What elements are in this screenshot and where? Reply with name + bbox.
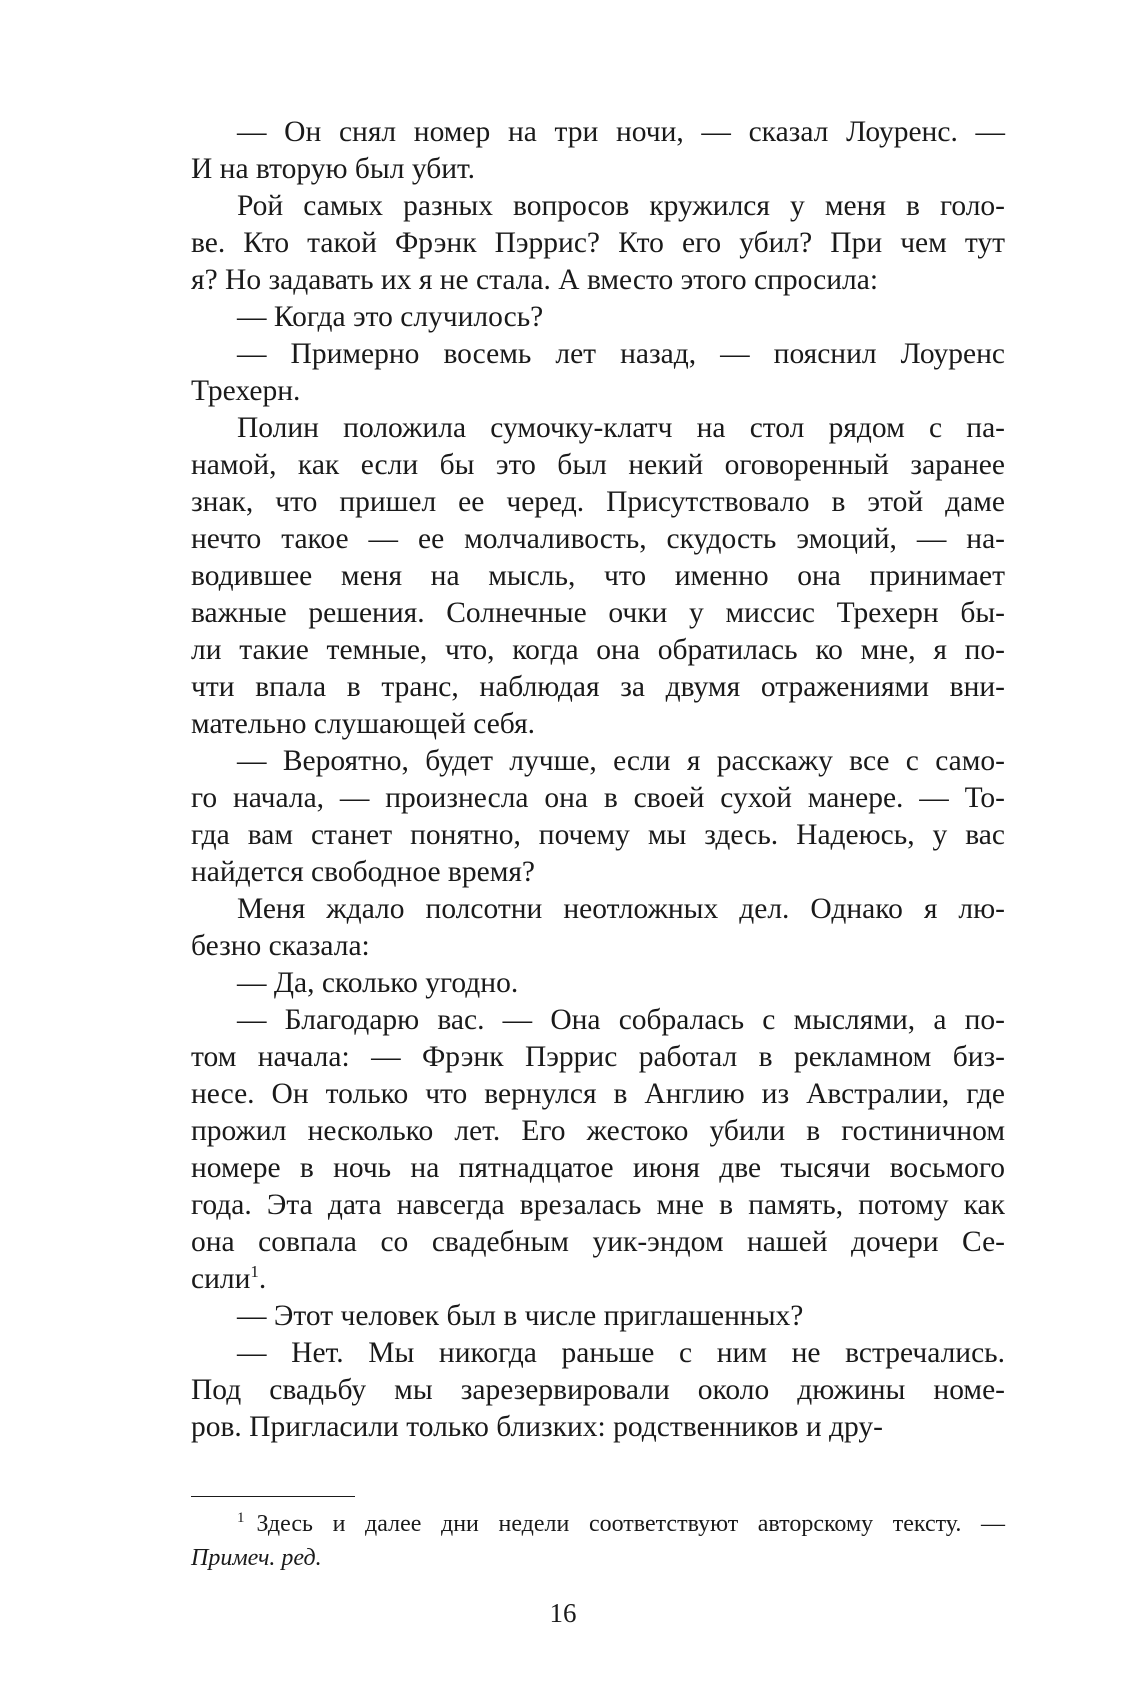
text-line-content: — Когда это случилось? xyxy=(237,301,544,333)
text-line xyxy=(191,1113,1005,1150)
text-line xyxy=(191,225,1005,262)
paragraph xyxy=(191,891,1005,965)
text-line-content: Рой самых разных вопросов кружился у меня в голо- xyxy=(237,190,1005,222)
text-line-content: ров. Пригласили только близких: родственников и дру- xyxy=(191,1411,883,1443)
text-line xyxy=(191,484,1005,521)
text-line xyxy=(191,262,1005,299)
text-line xyxy=(191,1261,1005,1298)
paragraph xyxy=(191,188,1005,299)
text-line-content: намой, как если бы это был некий оговоренный заранее xyxy=(191,449,1005,481)
text-line xyxy=(191,188,1005,225)
text-line xyxy=(191,299,1005,336)
text-line-content: чти впала в транс, наблюдая за двумя отражениями вни- xyxy=(191,671,1005,703)
text-line xyxy=(191,743,1005,780)
text-line-content: я? Но задавать их я не стала. А вместо этого спросила: xyxy=(191,264,879,296)
text-line-content: сили xyxy=(191,1263,251,1295)
text-line xyxy=(191,928,1005,965)
text-line-content: — Вероятно, будет лучше, если я расскажу все с само- xyxy=(237,745,1005,777)
text-line-content: она совпала со свадебным уик-эндом нашей дочери Се- xyxy=(191,1226,1005,1258)
text-line xyxy=(191,447,1005,484)
paragraph xyxy=(191,1298,1005,1335)
text-line xyxy=(191,817,1005,854)
paragraph xyxy=(191,1002,1005,1298)
text-line xyxy=(191,854,1005,891)
text-line xyxy=(191,1298,1005,1335)
paragraph xyxy=(191,743,1005,891)
paragraph xyxy=(191,336,1005,410)
text-line xyxy=(191,410,1005,447)
text-line xyxy=(191,151,1005,188)
footnote-text: Здесь и далее дни недели соответствуют авторскому тексту. — xyxy=(256,1511,1005,1537)
text-line-content: мательно слушающей себя. xyxy=(191,708,536,740)
footnote-editor-note: Примеч. ред. xyxy=(191,1545,322,1571)
text-line-content: Трехерн. xyxy=(191,375,301,407)
text-line-content: несе. Он только что вернулся в Англию из Австралии, где xyxy=(191,1078,1005,1110)
punctuation: . xyxy=(258,1263,267,1295)
text-line-content: ли такие темные, что, когда она обратилась ко мне, я по- xyxy=(191,634,1005,666)
text-line xyxy=(191,1372,1005,1409)
text-line-content: том начала: — Фрэнк Пэррис работал в рекламном биз- xyxy=(191,1041,1005,1073)
text-line-content: водившее меня на мысль, что именно она принимает xyxy=(191,560,1005,592)
text-line xyxy=(191,1002,1005,1039)
paragraph xyxy=(191,114,1005,188)
page-number: 16 xyxy=(549,1598,577,1628)
text-line-content: Меня ждало полсотни неотложных дел. Однако я лю- xyxy=(237,893,1005,925)
text-line xyxy=(191,114,1005,151)
text-line-content: — Благодарю вас. — Она собралась с мыслями, а по- xyxy=(237,1004,1005,1036)
text-line-content: И на вторую был убит. xyxy=(191,153,476,185)
text-line xyxy=(191,373,1005,410)
paragraph xyxy=(191,410,1005,743)
text-line-content: Под свадьбу мы зарезервировали около дюжины номе- xyxy=(191,1374,1005,1406)
text-line xyxy=(191,706,1005,743)
paragraph xyxy=(191,1335,1005,1446)
text-line-content: знак, что пришел ее черед. Присутствовало в этой даме xyxy=(191,486,1005,518)
footnote-line xyxy=(191,1507,1005,1541)
text-line-content: ве. Кто такой Фрэнк Пэррис? Кто его убил? При чем тут xyxy=(191,227,1005,259)
footnote-reference[interactable]: 1 xyxy=(250,1262,259,1282)
text-line xyxy=(191,891,1005,928)
text-line xyxy=(191,558,1005,595)
main-text xyxy=(191,114,1005,1446)
text-line-content: безно сказала: xyxy=(191,930,370,962)
text-line xyxy=(191,1335,1005,1372)
text-line-content: найдется свободное время? xyxy=(191,856,536,888)
text-line-content: — Нет. Мы никогда раньше с ним не встречались. xyxy=(237,1337,1005,1369)
footnote-divider xyxy=(191,1496,355,1497)
text-line xyxy=(191,521,1005,558)
text-line xyxy=(191,632,1005,669)
text-line xyxy=(191,1150,1005,1187)
text-line-content: — Примерно восемь лет назад, — пояснил Лоуренс xyxy=(237,338,1005,370)
text-line xyxy=(191,595,1005,632)
text-line-content: номере в ночь на пятнадцатое июня две тысячи восьмого xyxy=(191,1152,1005,1184)
text-line-content: го начала, — произнесла она в своей сухой манере. — То- xyxy=(191,782,1005,814)
paragraph xyxy=(191,299,1005,336)
text-line xyxy=(191,1409,1005,1446)
text-line xyxy=(191,1039,1005,1076)
paragraph xyxy=(191,965,1005,1002)
text-line xyxy=(191,965,1005,1002)
text-line-content: Полин положила сумочку-клатч на стол рядом с па- xyxy=(237,412,1005,444)
footnote-number: 1 xyxy=(237,1510,245,1526)
text-line xyxy=(191,1224,1005,1261)
text-line xyxy=(191,780,1005,817)
text-line xyxy=(191,1187,1005,1224)
text-line-content: прожил несколько лет. Его жестоко убили в гостиничном xyxy=(191,1115,1005,1147)
text-line-content: — Этот человек был в числе приглашенных? xyxy=(237,1300,804,1332)
footnote xyxy=(191,1507,1005,1575)
text-line xyxy=(191,669,1005,706)
text-line xyxy=(191,1076,1005,1113)
text-line-content: — Да, сколько угодно. xyxy=(237,967,519,999)
text-line-content: гда вам станет понятно, почему мы здесь. Надеюсь, у вас xyxy=(191,819,1005,851)
text-line-content: важные решения. Солнечные очки у миссис Трехерн бы- xyxy=(191,597,1005,629)
text-line-content: нечто такое — ее молчаливость, скудость эмоций, — на- xyxy=(191,523,1005,555)
text-line xyxy=(191,336,1005,373)
text-line-content: — Он снял номер на три ночи, — сказал Лоуренс. — xyxy=(237,116,1005,148)
text-line-content: года. Эта дата навсегда врезалась мне в память, потому как xyxy=(191,1189,1005,1221)
